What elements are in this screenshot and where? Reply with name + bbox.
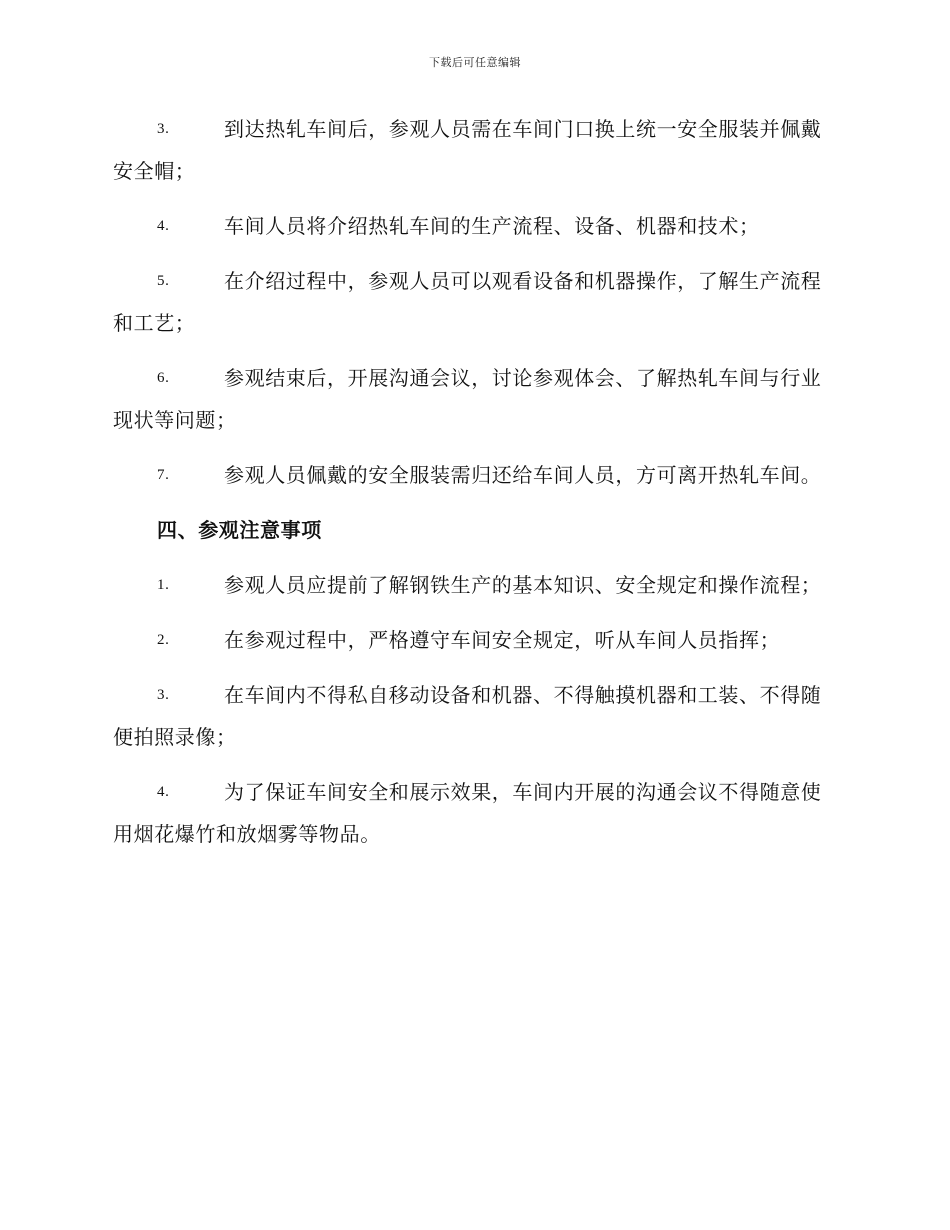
list-item-text: 参观人员应提前了解钢铁生产的基本知识、安全规定和操作流程； [224,573,822,597]
list-item-text: 到达热轧车间后，参观人员需在车间门口换上统一安全服装并佩戴安全帽； [113,117,822,183]
list-item-text: 参观人员佩戴的安全服装需归还给车间人员，方可离开热轧车间。 [224,463,822,487]
list-item-number: 2. [157,632,170,648]
list-item-text: 在参观过程中，严格遵守车间安全规定，听从车间人员指挥； [224,628,781,652]
list-item [113,260,837,344]
list-item [113,674,837,758]
list-item-number: 6. [157,370,170,386]
list-item [113,357,837,441]
list-item-text: 为了保证车间安全和展示效果，车间内开展的沟通会议不得随意使用烟花爆竹和放烟雾等物品。 [113,780,822,846]
list-item-number: 4. [157,218,170,234]
list-item [113,619,837,661]
section-heading: 四、参观注意事项 [157,518,322,542]
document-body [113,108,837,868]
list-item-number: 3. [157,687,170,703]
list-item-text: 车间人员将介绍热轧车间的生产流程、设备、机器和技术； [224,214,760,238]
list-item-number: 1. [157,577,170,593]
list-item-text: 参观结束后，开展沟通会议，讨论参观体会、了解热轧车间与行业现状等问题； [113,366,822,432]
list-item-number: 7. [157,467,170,483]
list-item-number: 4. [157,784,170,800]
list-item-number: 5. [157,273,170,289]
list-item [113,108,837,192]
list-item-text: 在车间内不得私自移动设备和机器、不得触摸机器和工装、不得随便拍照录像； [113,683,822,749]
list-item [113,454,837,496]
list-item [113,771,837,855]
list-item-text: 在介绍过程中，参观人员可以观看设备和机器操作，了解生产流程和工艺； [113,269,822,335]
list-item [113,205,837,247]
list-item-number: 3. [157,121,170,137]
page-header: 下载后可任意编辑 [429,56,521,69]
list-item [113,564,837,606]
